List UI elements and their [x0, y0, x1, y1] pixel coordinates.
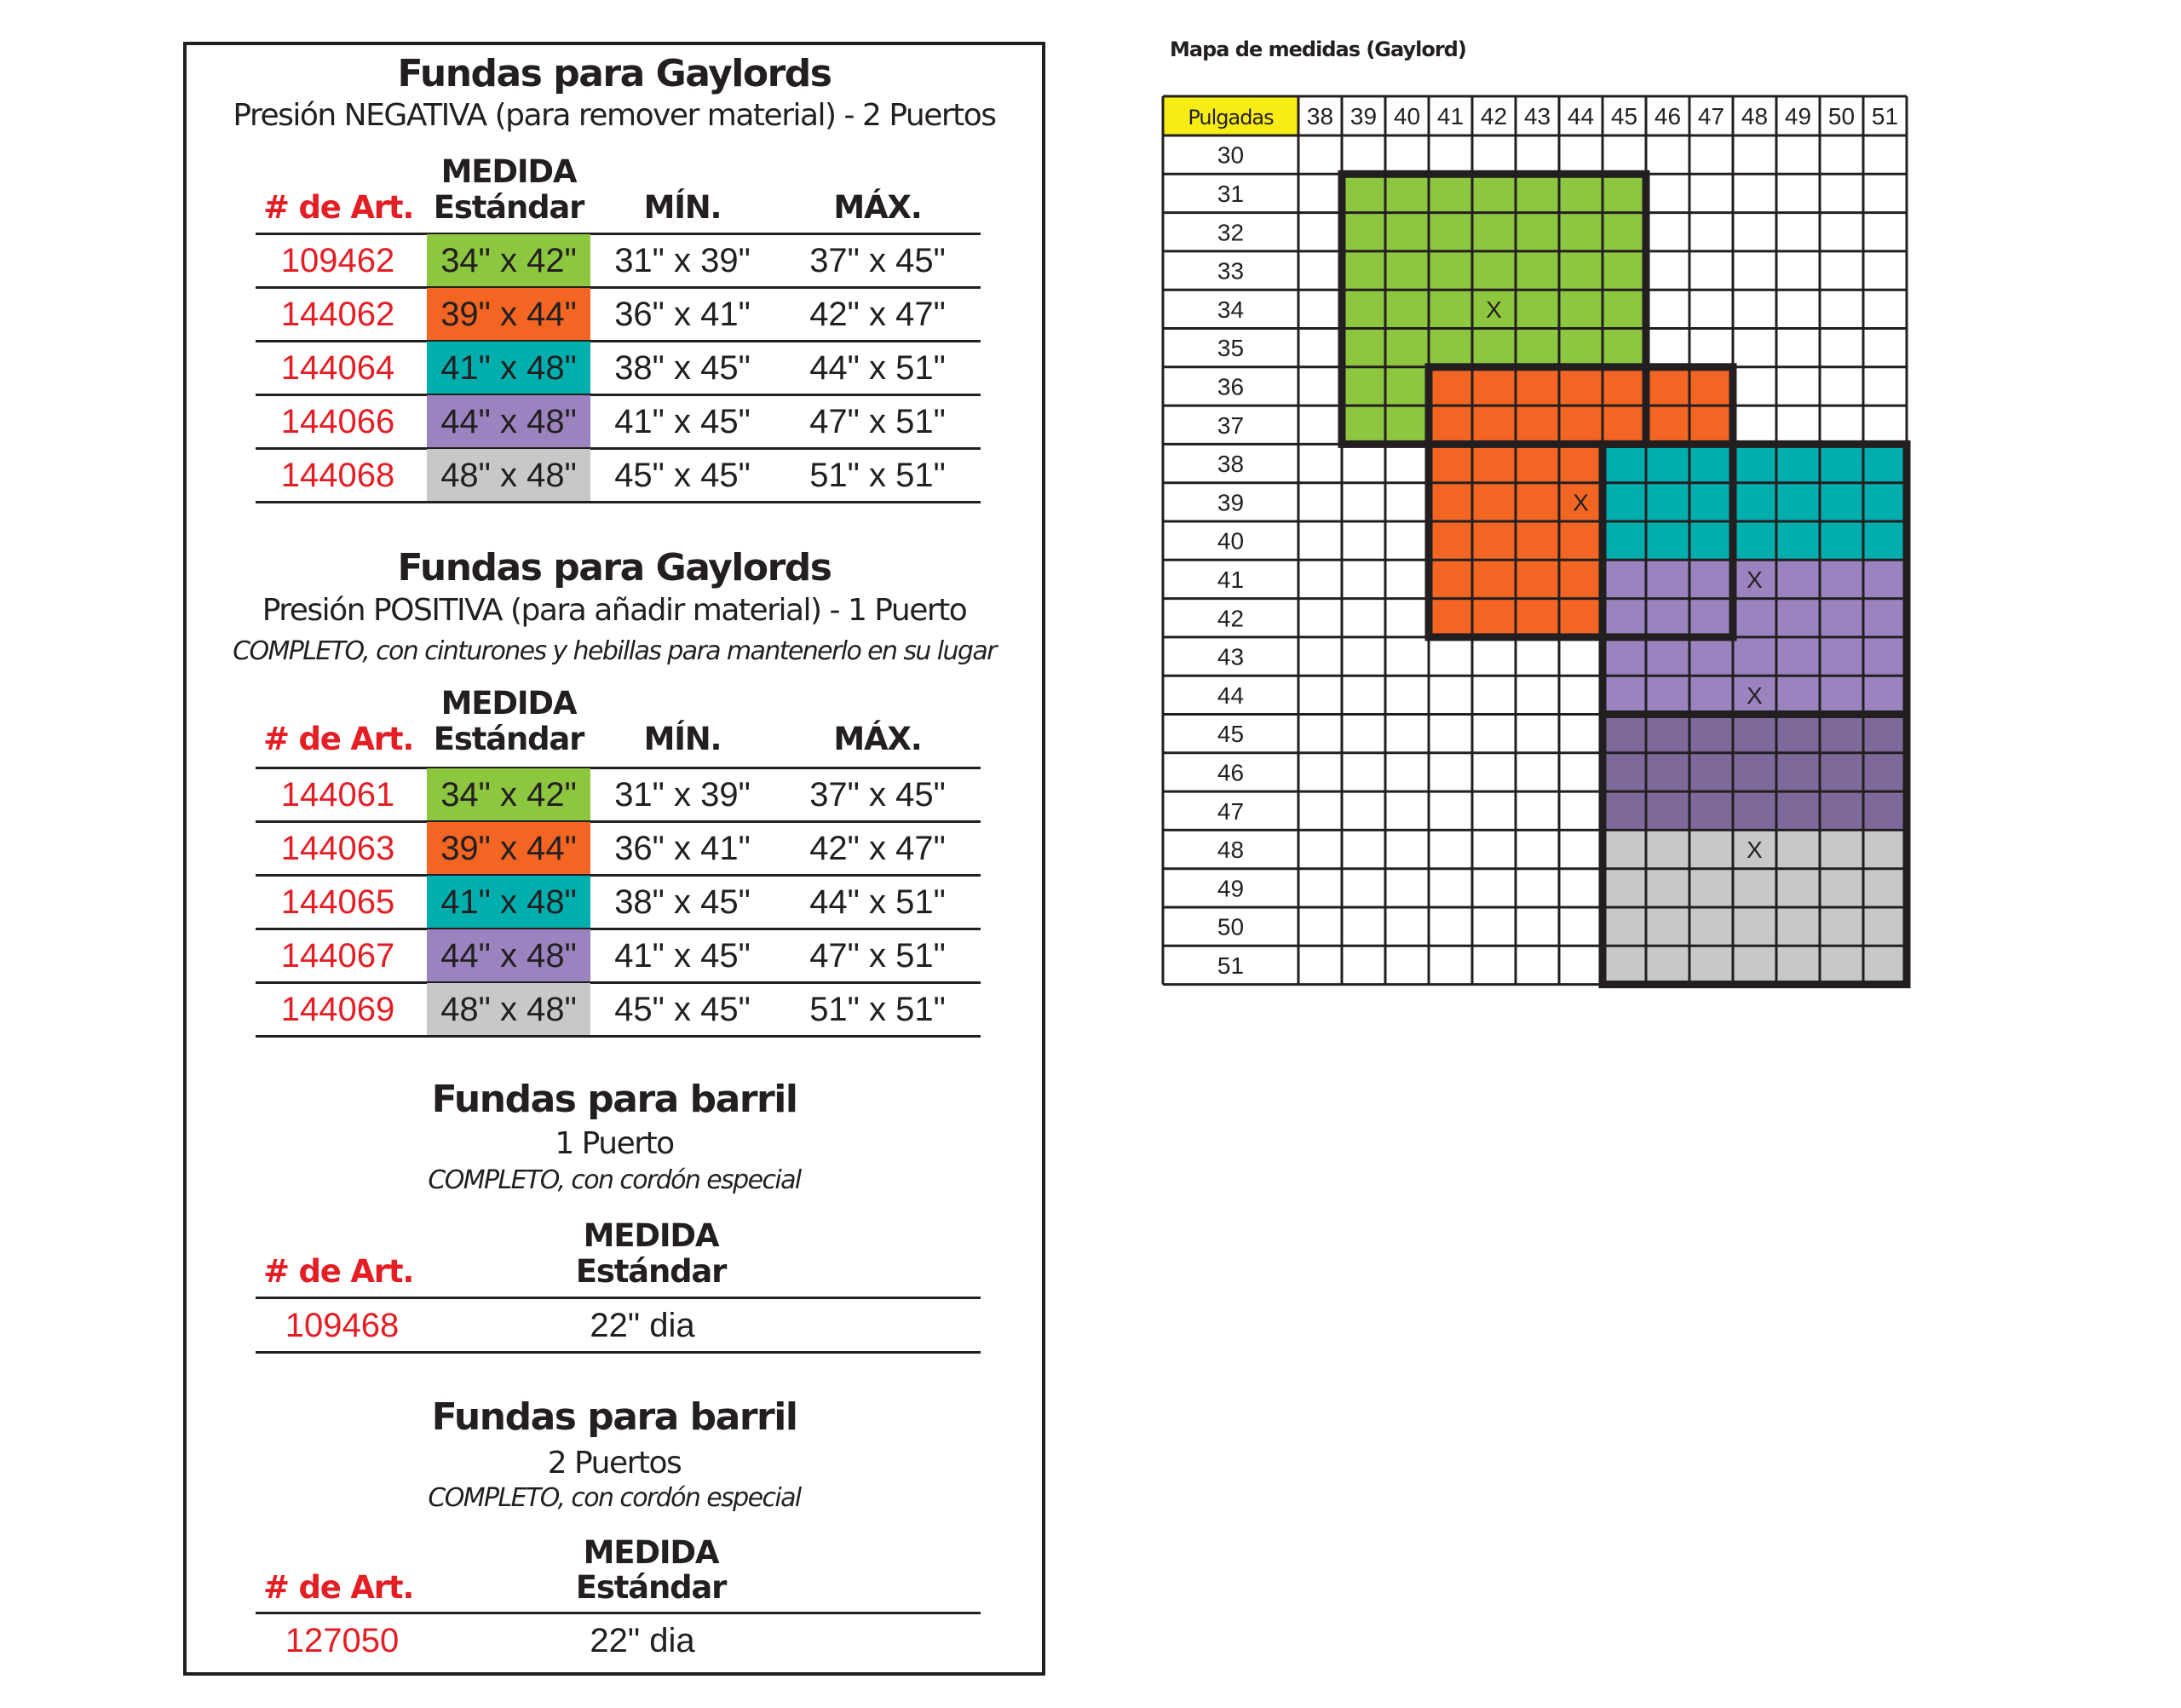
row-label: 34 — [1217, 296, 1245, 323]
row-label: 43 — [1217, 643, 1245, 670]
standard-size-mark: X — [1747, 681, 1763, 709]
column-label: 38 — [1306, 103, 1334, 129]
standard-size: 41" x 48" — [440, 883, 577, 921]
column-header-estandar: Estándar — [433, 721, 584, 757]
column-header-art-number: # de Art. — [263, 1253, 414, 1290]
column-label: 48 — [1741, 103, 1769, 129]
max-size: 42" x 47" — [809, 296, 946, 333]
max-size: 51" x 51" — [809, 457, 946, 494]
min-size: 36" x 41" — [614, 830, 751, 867]
row-label: 32 — [1217, 219, 1245, 246]
column-label: 43 — [1523, 103, 1551, 129]
min-size: 41" x 45" — [614, 937, 751, 975]
section-title: Fundas para Gaylords — [397, 52, 832, 95]
article-number: 144067 — [280, 937, 395, 975]
row-label: 35 — [1217, 335, 1245, 362]
max-size: 51" x 51" — [809, 991, 946, 1028]
standard-size-mark: X — [1747, 566, 1763, 593]
min-size: 31" x 39" — [614, 776, 751, 814]
min-size: 38" x 45" — [614, 349, 751, 387]
min-size: 36" x 41" — [614, 296, 751, 333]
row-label: 49 — [1217, 875, 1245, 902]
standard-size: 44" x 48" — [440, 937, 577, 975]
row-label: 38 — [1217, 451, 1245, 478]
column-label: 49 — [1784, 103, 1812, 129]
standard-size: 34" x 42" — [440, 776, 577, 814]
article-number: 144068 — [280, 457, 395, 494]
row-label: 47 — [1217, 797, 1245, 825]
max-size: 42" x 47" — [809, 830, 946, 867]
standard-size-mark: X — [1747, 837, 1763, 864]
column-header-art-number: # de Art. — [263, 721, 414, 757]
standard-size: 22" dia — [590, 1307, 695, 1344]
article-number: 109462 — [280, 242, 395, 279]
max-size: 47" x 51" — [809, 937, 946, 975]
column-header-estandar: Estándar — [433, 189, 584, 226]
row-label: 30 — [1217, 141, 1245, 169]
section-note: COMPLETO, con cordón especial — [428, 1483, 801, 1513]
column-header-medida: MEDIDA — [583, 1534, 719, 1571]
section-note: COMPLETO, con cinturones y hebillas para mantenerlo en su lugar — [233, 636, 996, 666]
column-label: 41 — [1436, 103, 1465, 129]
section-subtitle: 2 Puertos — [547, 1446, 682, 1481]
standard-size: 39" x 44" — [440, 830, 577, 867]
row-rule — [256, 1035, 981, 1038]
section-title: Fundas para barril — [431, 1395, 797, 1439]
article-number: 127050 — [285, 1622, 400, 1659]
article-number: 109468 — [285, 1307, 400, 1344]
column-header-estandar: Estándar — [575, 1253, 727, 1290]
article-number: 144061 — [280, 776, 395, 814]
row-label: 44 — [1217, 681, 1245, 709]
min-size: 38" x 45" — [614, 883, 751, 921]
row-label: 50 — [1217, 913, 1245, 940]
row-label: 51 — [1217, 952, 1245, 979]
row-label: 41 — [1217, 566, 1245, 593]
column-header-medida: MEDIDA — [440, 685, 577, 722]
column-header-max: MÁX. — [833, 189, 922, 226]
min-size: 45" x 45" — [614, 991, 751, 1028]
max-size: 44" x 51" — [809, 883, 946, 921]
column-header-art-number: # de Art. — [263, 1569, 414, 1606]
max-size: 47" x 51" — [809, 403, 946, 440]
max-size: 37" x 45" — [809, 242, 946, 279]
row-label: 33 — [1217, 257, 1245, 285]
section-subtitle: 1 Puerto — [555, 1126, 674, 1161]
column-label: 44 — [1567, 103, 1595, 129]
size-map-grid — [1161, 95, 1919, 989]
standard-size-mark: X — [1573, 489, 1589, 516]
column-header-medida: MEDIDA — [583, 1217, 719, 1254]
column-label: 45 — [1610, 103, 1638, 129]
size-region-44x48-overlap — [1603, 715, 1907, 831]
column-label: 46 — [1654, 103, 1682, 129]
standard-size: 34" x 42" — [440, 242, 577, 279]
column-header-estandar: Estándar — [575, 1569, 727, 1606]
row-rule — [256, 501, 981, 503]
row-label: 42 — [1217, 605, 1245, 632]
row-label: 46 — [1217, 759, 1245, 786]
row-label: 36 — [1217, 373, 1245, 400]
row-rule — [256, 1351, 981, 1354]
standard-size: 41" x 48" — [440, 349, 577, 387]
section-title: Fundas para barril — [431, 1078, 797, 1121]
column-label: 42 — [1480, 103, 1508, 129]
standard-size: 39" x 44" — [440, 296, 577, 333]
standard-size: 44" x 48" — [440, 403, 577, 440]
column-label: 47 — [1697, 103, 1725, 129]
article-number: 144069 — [280, 991, 395, 1028]
row-label: 39 — [1217, 489, 1245, 516]
article-number: 144063 — [280, 830, 395, 867]
product-table-panel — [183, 42, 1045, 1676]
section-subtitle: Presión POSITIVA (para añadir material) - 1 Puerto — [262, 593, 967, 628]
column-label: 39 — [1349, 103, 1378, 129]
column-header-medida: MEDIDA — [440, 153, 577, 190]
section-note: COMPLETO, con cordón especial — [428, 1165, 801, 1195]
row-label: 37 — [1217, 411, 1245, 439]
column-header-min: MÍN. — [643, 721, 722, 757]
standard-size: 48" x 48" — [440, 991, 577, 1028]
column-header-art-number: # de Art. — [263, 189, 414, 226]
max-size: 37" x 45" — [809, 776, 946, 814]
map-title: Mapa de medidas (Gaylord) — [1170, 37, 1466, 61]
column-header-min: MÍN. — [643, 189, 722, 226]
article-number: 144066 — [280, 403, 395, 440]
article-number: 144062 — [280, 296, 395, 333]
row-label: 40 — [1217, 527, 1245, 555]
row-label: 31 — [1217, 180, 1245, 207]
section-subtitle: Presión NEGATIVA (para remover material) - 2 Puertos — [233, 98, 996, 133]
column-header-max: MÁX. — [833, 721, 922, 757]
row-label: 48 — [1217, 837, 1245, 864]
row-label: 45 — [1217, 721, 1245, 748]
article-number: 144065 — [280, 883, 395, 921]
article-number: 144064 — [280, 349, 395, 387]
column-label: 40 — [1393, 103, 1421, 129]
size-region-41x48 — [1603, 444, 1907, 560]
standard-size-mark: X — [1486, 296, 1502, 323]
column-label: 51 — [1871, 103, 1899, 129]
max-size: 44" x 51" — [809, 349, 946, 387]
corner-label: Pulgadas — [1188, 106, 1274, 129]
standard-size: 48" x 48" — [440, 457, 577, 494]
min-size: 45" x 45" — [614, 457, 751, 494]
min-size: 41" x 45" — [614, 403, 751, 440]
section-title: Fundas para Gaylords — [397, 546, 832, 589]
column-label: 50 — [1827, 103, 1856, 129]
standard-size: 22" dia — [590, 1622, 695, 1659]
min-size: 31" x 39" — [614, 242, 751, 279]
